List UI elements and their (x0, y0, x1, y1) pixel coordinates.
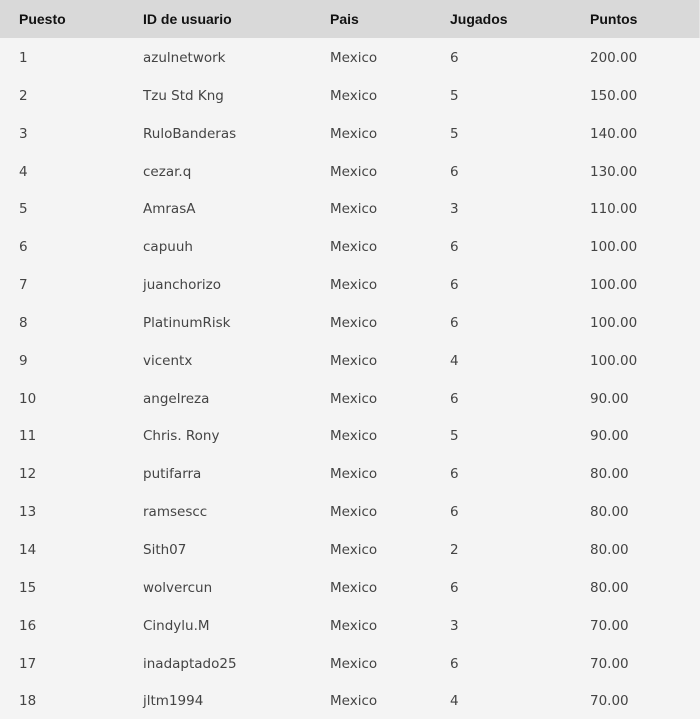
rank-cell: 12 (19, 466, 37, 483)
table-row (0, 644, 700, 682)
user-id-cell: ramsescc (143, 504, 208, 521)
user-id-cell: PlatinumRisk (143, 314, 231, 331)
rank-cell: 13 (19, 504, 37, 521)
played-cell: 6 (450, 50, 459, 66)
played-cell: 6 (450, 579, 459, 596)
user-id-cell: inadaptado25 (143, 655, 237, 672)
user-id-cell: Sith07 (143, 541, 187, 558)
column-header-played[interactable]: Jugados (450, 11, 508, 27)
user-id-cell: Chris. Rony (143, 428, 220, 445)
played-cell: 5 (450, 428, 459, 445)
points-cell: 100.00 (590, 352, 638, 369)
table-row (0, 681, 700, 719)
table-row (0, 227, 700, 265)
country-cell: Mexico (330, 693, 378, 710)
played-cell: 6 (450, 239, 459, 256)
rank-cell: 14 (19, 541, 37, 558)
points-cell: 70.00 (590, 655, 629, 672)
table-row (0, 492, 700, 530)
user-id-cell: angelreza (143, 390, 210, 407)
user-id-cell: capuuh (143, 239, 193, 256)
rank-cell: 17 (19, 655, 37, 672)
table-row (0, 341, 700, 379)
table-row (0, 379, 700, 417)
country-cell: Mexico (330, 579, 378, 596)
table-row (0, 152, 700, 190)
rank-cell: 15 (19, 579, 37, 596)
played-cell: 6 (450, 277, 459, 294)
points-cell: 100.00 (590, 277, 638, 294)
table-row (0, 189, 700, 227)
played-cell: 3 (450, 617, 459, 634)
points-cell: 110.00 (590, 201, 638, 218)
table-row (0, 303, 700, 341)
user-id-cell: putifarra (143, 466, 202, 483)
table-row (0, 454, 700, 492)
country-cell: Mexico (330, 277, 378, 294)
user-id-cell: azulnetwork (143, 50, 226, 66)
country-cell: Mexico (330, 466, 378, 483)
country-cell: Mexico (330, 655, 378, 672)
played-cell: 6 (450, 314, 459, 331)
rank-cell: 18 (19, 693, 37, 710)
played-cell: 4 (450, 352, 459, 369)
country-cell: Mexico (330, 352, 378, 369)
rank-cell: 6 (19, 239, 28, 256)
points-cell: 80.00 (590, 541, 629, 558)
points-cell: 80.00 (590, 579, 629, 596)
user-id-cell: RuloBanderas (143, 125, 237, 142)
table-row (0, 265, 700, 303)
rank-cell: 2 (19, 87, 28, 104)
table-body (0, 38, 700, 719)
country-cell: Mexico (330, 87, 378, 104)
table-row (0, 114, 700, 152)
table-header (0, 0, 700, 38)
column-header-points[interactable]: Puntos (590, 11, 638, 27)
table-row (0, 530, 700, 568)
country-cell: Mexico (330, 50, 378, 66)
table-row (0, 38, 700, 76)
points-cell: 70.00 (590, 693, 629, 710)
column-header-country[interactable]: Pais (330, 11, 359, 27)
points-cell: 80.00 (590, 504, 629, 521)
played-cell: 6 (450, 390, 459, 407)
rank-cell: 10 (19, 390, 37, 407)
played-cell: 5 (450, 125, 459, 142)
rank-cell: 3 (19, 125, 28, 142)
user-id-cell: wolvercun (143, 579, 213, 596)
rank-cell: 1 (19, 50, 28, 66)
user-id-cell: Tzu Std Kng (143, 87, 224, 104)
points-cell: 100.00 (590, 314, 638, 331)
country-cell: Mexico (330, 125, 378, 142)
table-row (0, 568, 700, 606)
country-cell: Mexico (330, 428, 378, 445)
played-cell: 3 (450, 201, 459, 218)
points-cell: 150.00 (590, 87, 638, 104)
table-row (0, 76, 700, 114)
played-cell: 4 (450, 693, 459, 710)
rank-cell: 4 (19, 163, 28, 180)
played-cell: 5 (450, 87, 459, 104)
country-cell: Mexico (330, 163, 378, 180)
rank-cell: 7 (19, 277, 28, 294)
points-cell: 70.00 (590, 617, 629, 634)
column-header-rank[interactable]: Puesto (19, 11, 66, 27)
played-cell: 6 (450, 466, 459, 483)
user-id-cell: vicentx (143, 352, 193, 369)
country-cell: Mexico (330, 390, 378, 407)
country-cell: Mexico (330, 239, 378, 256)
rank-cell: 9 (19, 352, 28, 369)
country-cell: Mexico (330, 504, 378, 521)
points-cell: 80.00 (590, 466, 629, 483)
rank-cell: 16 (19, 617, 37, 634)
points-cell: 100.00 (590, 239, 638, 256)
country-cell: Mexico (330, 314, 378, 331)
points-cell: 200.00 (590, 50, 638, 66)
played-cell: 6 (450, 163, 459, 180)
user-id-cell: AmrasA (143, 201, 196, 218)
points-cell: 90.00 (590, 428, 629, 445)
points-cell: 140.00 (590, 125, 638, 142)
rank-cell: 11 (19, 428, 37, 445)
user-id-cell: jltm1994 (143, 693, 204, 710)
user-id-cell: cezar.q (143, 163, 192, 180)
user-id-cell: juanchorizo (143, 277, 222, 294)
rank-cell: 5 (19, 201, 28, 218)
column-header-user-id[interactable]: ID de usuario (143, 11, 232, 27)
country-cell: Mexico (330, 201, 378, 218)
table-row (0, 416, 700, 454)
user-id-cell: Cindylu.M (143, 617, 210, 634)
country-cell: Mexico (330, 541, 378, 558)
points-cell: 130.00 (590, 163, 638, 180)
played-cell: 2 (450, 541, 459, 558)
played-cell: 6 (450, 655, 459, 672)
played-cell: 6 (450, 504, 459, 521)
table-row (0, 606, 700, 644)
country-cell: Mexico (330, 617, 378, 634)
rank-cell: 8 (19, 314, 28, 331)
points-cell: 90.00 (590, 390, 629, 407)
